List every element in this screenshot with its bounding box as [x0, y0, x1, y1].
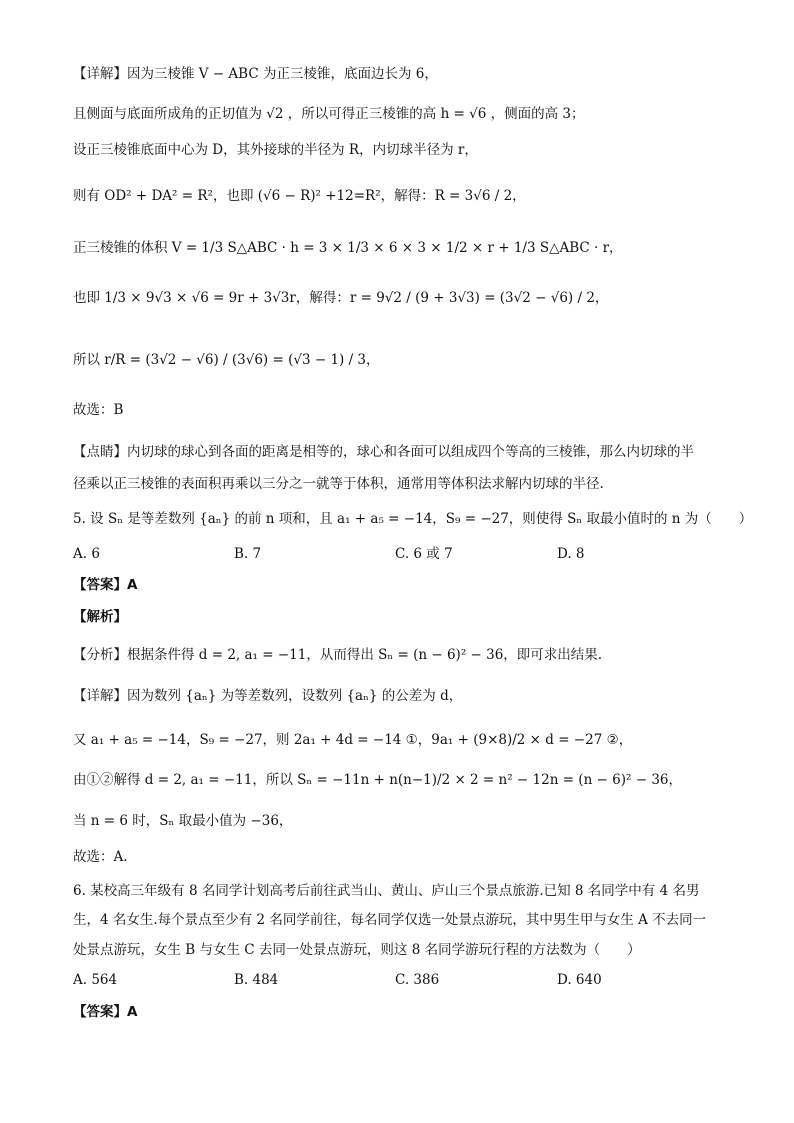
q5-option-c: C. 6 或 7 — [395, 546, 453, 562]
line-5: 正三棱锥的体积 V = 1/3 S△ABC · h = 3 × 1/3 × 6 × 3 × 1/2 × r + 1/3 S△ABC · r， — [73, 240, 623, 256]
answer-6: 【答案】A — [73, 1004, 138, 1020]
line-equations: 又 a₁ + a₅ = −14，S₉ = −27，则 2a₁ + 4d = −14 ①，9a₁ + (9×8)/2 × d = −27 ②， — [73, 732, 633, 748]
q6-option-c: C. 386 — [395, 972, 440, 988]
question-6-line-3: 处景点游玩，女生 B 与女生 C 去同一处景点游玩，则这 8 名同学游玩行程的方法数为（ ） — [73, 942, 641, 958]
analysis-header: 【解析】 — [73, 609, 127, 625]
q6-option-d: D. 640 — [557, 972, 602, 988]
line-solve: 由①②解得 d = 2, a₁ = −11，所以 Sₙ = −11n + n(n−1)/2 × 2 = n² − 12n = (n − 6)² − 36， — [73, 772, 682, 788]
line-9: 【点睛】内切球的球心到各面的距离是相等的，球心和各面可以组成四个等高的三棱锥，那么内切球的半 — [73, 444, 694, 460]
line-1: 【详解】因为三棱锥 V − ABC 为正三棱锥，底面边长为 6， — [73, 66, 438, 82]
line-4: 则有 OD² + DA² = R²，也即 (√6 − R)² +12=R²，解得：R = 3√6 / 2， — [73, 188, 526, 204]
line-10: 径乘以正三棱锥的表面积再乘以三分之一就等于体积，通常用等体积法求解内切球的半径. — [73, 476, 604, 492]
question-6-line-1: 6. 某校高三年级有 8 名同学计划高考后前往武当山、黄山、庐山三个景点旅游.已知 8 名同学中有 4 名男 — [73, 883, 700, 899]
line-min: 当 n = 6 时，Sₙ 取最小值为 −36， — [73, 813, 293, 829]
answer-5: 【答案】A — [73, 577, 138, 593]
line-6: 也即 1/3 × 9√3 × √6 = 9r + 3√3r，解得：r = 9√2 / (9 + 3√3) = (3√2 − √6) / 2， — [73, 290, 609, 306]
line-3: 设正三棱锥底面中心为 D，其外接球的半径为 R，内切球半径为 r， — [73, 142, 478, 158]
q5-option-d: D. 8 — [557, 546, 585, 562]
question-6-line-2: 生，4 名女生.每个景点至少有 2 名同学前往，每名同学仅选一处景点游玩，其中男生甲与女生 A 不去同一 — [73, 912, 707, 928]
line-7: 所以 r/R = (3√2 − √6) / (3√6) = (√3 − 1) / 3， — [73, 352, 380, 368]
q6-option-a: A. 564 — [73, 972, 118, 988]
line-xiangjie: 【详解】因为数列 {aₙ} 为等差数列，设数列 {aₙ} 的公差为 d， — [73, 688, 463, 704]
q5-option-b: B. 7 — [234, 546, 262, 562]
line-2: 且侧面与底面所成角的正切值为 √2 ，所以可得正三棱锥的高 h = √6 ，侧面的高 3； — [73, 106, 585, 122]
line-fenxi: 【分析】根据条件得 d = 2, a₁ = −11，从而得出 Sₙ = (n − 6)² − 36，即可求出结果. — [73, 647, 603, 663]
q5-option-a: A. 6 — [73, 546, 100, 562]
question-5: 5. 设 Sₙ 是等差数列 {aₙ} 的前 n 项和，且 a₁ + a₅ = −14，S₉ = −27，则使得 Sₙ 取最小值时的 n 为（ ） — [73, 511, 753, 527]
q6-option-b: B. 484 — [234, 972, 279, 988]
line-8: 故选：B — [73, 402, 124, 418]
line-choose-a: 故选：A. — [73, 849, 128, 865]
